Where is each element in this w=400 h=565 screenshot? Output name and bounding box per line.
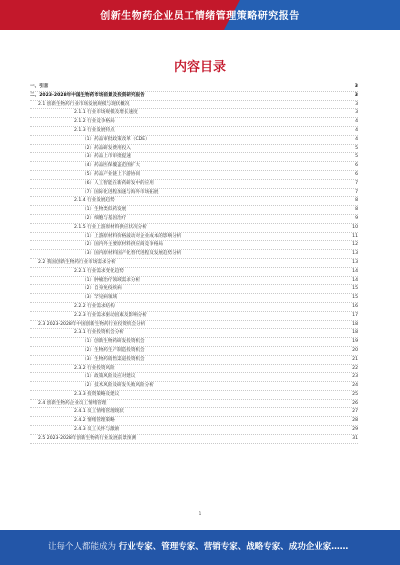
toc-entry[interactable] xyxy=(30,259,358,268)
toc-entry[interactable] xyxy=(30,268,358,277)
toc-entry[interactable] xyxy=(30,136,358,145)
toc-entry[interactable] xyxy=(30,373,358,382)
toc-entry-page: 19 xyxy=(352,339,358,345)
footer-slogan xyxy=(48,540,348,552)
toc-entry[interactable] xyxy=(30,224,358,233)
toc-entry-text: 2.1.2 行业竞争格局 xyxy=(74,119,115,125)
toc-entry-text: 2.2.2 行业需求结构 xyxy=(74,303,115,309)
toc-entry-text: （2）生物药生产制造投资机会 xyxy=(82,347,145,353)
toc-entry-page: 31 xyxy=(352,435,358,441)
toc-entry-text: 二、2023-2028年中国生物药市场前景及投资研究报告 xyxy=(30,92,145,98)
toc-entry[interactable] xyxy=(30,426,358,435)
page-title: 内容目录 xyxy=(173,60,226,75)
toc-entry-text: （3）生物药销售渠道投资机会 xyxy=(82,356,145,362)
toc-entry-page: 24 xyxy=(352,383,358,389)
toc-entry-page: 8 xyxy=(355,207,358,213)
toc-entry[interactable] xyxy=(30,338,358,347)
toc-entry-text: （3）罕见病领域 xyxy=(82,295,118,301)
toc-entry-text: （6）人工智能在新药研发中的应用 xyxy=(82,180,154,186)
toc-entry[interactable] xyxy=(30,197,358,206)
toc-entry-page: 5 xyxy=(355,145,358,151)
toc-entry-page: 4 xyxy=(355,119,358,125)
toc-entry-text: （3）国内原材料国产化替代进程及发展趋势分析 xyxy=(82,251,182,257)
toc-entry-text: 2.2 我国创新生物药行业市场需求分析 xyxy=(38,259,116,265)
toc-entry-page: 15 xyxy=(352,286,358,292)
toc-entry-text: 2.3.2 行业投资风险 xyxy=(74,365,115,371)
toc-entry[interactable] xyxy=(30,171,358,180)
toc-entry[interactable] xyxy=(30,435,358,444)
toc-entry[interactable] xyxy=(30,347,358,356)
toc-entry-text: （2）药品研发费用投入 xyxy=(82,145,131,151)
toc-entry[interactable] xyxy=(30,162,358,171)
toc-entry-text: 2.1.3 行业发展特点 xyxy=(74,127,115,133)
toc-entry-text: 2.1.4 行业发展趋势 xyxy=(74,198,115,204)
toc-entry-page: 10 xyxy=(352,224,358,230)
toc-entry-text: 2.4 创新生物药企业员工情绪管理 xyxy=(38,400,107,406)
toc-entry-text: 2.4.2 情绪管理策略 xyxy=(74,418,115,424)
toc-entry-text: （2）国内外主要原材料供应商竞争格局 xyxy=(82,242,164,248)
toc-entry-page: 22 xyxy=(352,365,358,371)
toc-entry[interactable] xyxy=(30,145,358,154)
toc-entry-page: 18 xyxy=(352,321,358,327)
toc-entry[interactable] xyxy=(30,118,358,127)
toc-entry-page: 29 xyxy=(352,427,358,433)
toc-entry-page: 3 xyxy=(354,92,358,98)
toc-entry-page: 6 xyxy=(355,163,358,169)
toc-entry-page: 14 xyxy=(352,277,358,283)
toc-entry-page: 7 xyxy=(355,180,358,186)
toc-entry-page: 20 xyxy=(352,347,358,353)
toc-entry-page: 3 xyxy=(355,101,358,107)
toc-entry[interactable] xyxy=(30,109,358,118)
toc-entry-text: （1）药品审批政策改革（CDE） xyxy=(82,136,150,142)
toc-entry[interactable] xyxy=(30,189,358,198)
toc-entry[interactable] xyxy=(30,101,358,110)
report-title: 创新生物药企业员工情绪管理策略研究报告 xyxy=(100,11,300,22)
toc-entry-text: （1）生物类似药发展 xyxy=(82,207,127,213)
toc-entry-text: 2.2.3 行业需求驱动因素及影响分析 xyxy=(74,312,147,318)
toc-entry-text: （3）药品上市审批提速 xyxy=(82,154,131,160)
toc-entry-text: 2.3.3 投资策略及建议 xyxy=(74,391,120,397)
toc-entry-page: 11 xyxy=(352,233,358,239)
toc-entry[interactable] xyxy=(30,382,358,391)
toc-entry-page: 21 xyxy=(352,356,358,362)
toc-entry-text: （1）政策风险及应对建议 xyxy=(82,374,136,380)
toc-entry[interactable] xyxy=(30,365,358,374)
toc-entry-page: 3 xyxy=(354,84,358,89)
toc-entry-text: （7）国际化进程加速与海外市场拓展 xyxy=(82,189,159,195)
toc-entry-text: （2）技术风险及研发失败风险分析 xyxy=(82,383,154,389)
toc-entry[interactable] xyxy=(30,153,358,162)
toc-entry-page: 5 xyxy=(355,154,358,160)
toc-entry-page: 26 xyxy=(352,400,358,406)
toc-entry[interactable] xyxy=(30,285,358,294)
toc-entry[interactable] xyxy=(30,250,358,259)
toc-entry-page: 15 xyxy=(352,295,358,301)
toc-entry-text: 2.1 创新生物药行业市场发展规模与现状概况 xyxy=(38,101,130,107)
table-of-contents xyxy=(30,83,358,444)
toc-entry-page: 7 xyxy=(355,189,358,195)
toc-entry-page: 4 xyxy=(355,127,358,133)
toc-entry[interactable] xyxy=(30,321,358,330)
report-header-bar xyxy=(0,0,400,30)
page-number: 1 xyxy=(198,512,202,517)
toc-entry-page: 16 xyxy=(352,303,358,309)
toc-entry[interactable] xyxy=(30,215,358,224)
toc-entry[interactable] xyxy=(30,312,358,321)
toc-entry-text: 2.2.1 行业需求变化趋势 xyxy=(74,268,124,274)
toc-entry-text: （1）创新生物药研发投资机会 xyxy=(82,339,145,345)
toc-entry-text: 2.1.1 行业市场规模及增长速度 xyxy=(74,110,138,116)
toc-entry-text: 2.3.1 行业投资机会分析 xyxy=(74,330,124,336)
toc-entry[interactable] xyxy=(30,206,358,215)
toc-entry-text: （2）自身免疫疾病 xyxy=(82,286,122,292)
toc-entry-page: 28 xyxy=(352,418,358,424)
toc-entry-text: 一、引言 xyxy=(30,84,49,89)
toc-entry-page: 14 xyxy=(352,268,358,274)
toc-entry[interactable] xyxy=(30,356,358,365)
footer-bar xyxy=(0,530,400,565)
toc-entry[interactable] xyxy=(30,241,358,250)
toc-entry-page: 13 xyxy=(352,251,358,257)
toc-entry[interactable] xyxy=(30,329,358,338)
toc-entry-page: 13 xyxy=(352,259,358,265)
toc-entry-page: 8 xyxy=(355,198,358,204)
toc-entry[interactable] xyxy=(30,391,358,400)
toc-entry-text: 2.4.1 员工情绪管理现状 xyxy=(74,409,124,415)
toc-entry-text: 2.3 2023-2028年中国创新生物药行业投资机会分析 xyxy=(38,321,146,327)
toc-entry[interactable] xyxy=(30,277,358,286)
toc-entry-text: 2.4.3 员工关怀与激励 xyxy=(74,427,120,433)
toc-entry-text: （4）药品医保覆盖范围扩大 xyxy=(82,163,141,169)
toc-entry[interactable] xyxy=(30,303,358,312)
toc-entry-page: 25 xyxy=(352,391,358,397)
toc-entry-page: 27 xyxy=(352,409,358,415)
toc-entry-text: （5）药品产业链上下游协同 xyxy=(82,171,141,177)
toc-entry[interactable] xyxy=(30,408,358,417)
toc-entry[interactable] xyxy=(30,417,358,426)
toc-entry-page: 12 xyxy=(352,242,358,248)
toc-entry-text: 2.5 2023-2028年创新生物药行业发展前景预测 xyxy=(38,435,137,441)
toc-entry-page: 17 xyxy=(352,312,358,318)
toc-entry-page: 3 xyxy=(355,110,358,116)
footer-slogan-tail: 行业专家、管理专家、营销专家、战略专家、成功企业家…… xyxy=(118,542,349,552)
toc-entry-text: （1）上游原材料价格波动对企业成本的影响分析 xyxy=(82,233,182,239)
toc-entry-page: 4 xyxy=(355,136,358,142)
toc-entry-page: 18 xyxy=(352,330,358,336)
toc-entry[interactable] xyxy=(30,233,358,242)
toc-entry-page: 6 xyxy=(355,171,358,177)
toc-entry-text: （2）细胞与基因治疗 xyxy=(82,215,127,221)
toc-entry[interactable] xyxy=(30,127,358,136)
toc-entry-page: 23 xyxy=(352,374,358,380)
toc-entry-text: （1）肿瘤治疗领域需求分析 xyxy=(82,277,141,283)
toc-entry[interactable] xyxy=(30,180,358,189)
toc-entry[interactable] xyxy=(30,294,358,303)
toc-entry[interactable] xyxy=(30,83,358,92)
toc-entry[interactable] xyxy=(30,400,358,409)
toc-entry[interactable] xyxy=(30,92,358,101)
footer-slogan-lead: 让每个人都能成为 xyxy=(48,542,117,552)
toc-entry-page: 9 xyxy=(355,215,358,221)
toc-entry-text: 2.1.5 行业上游原材料供应状况分析 xyxy=(74,224,147,230)
